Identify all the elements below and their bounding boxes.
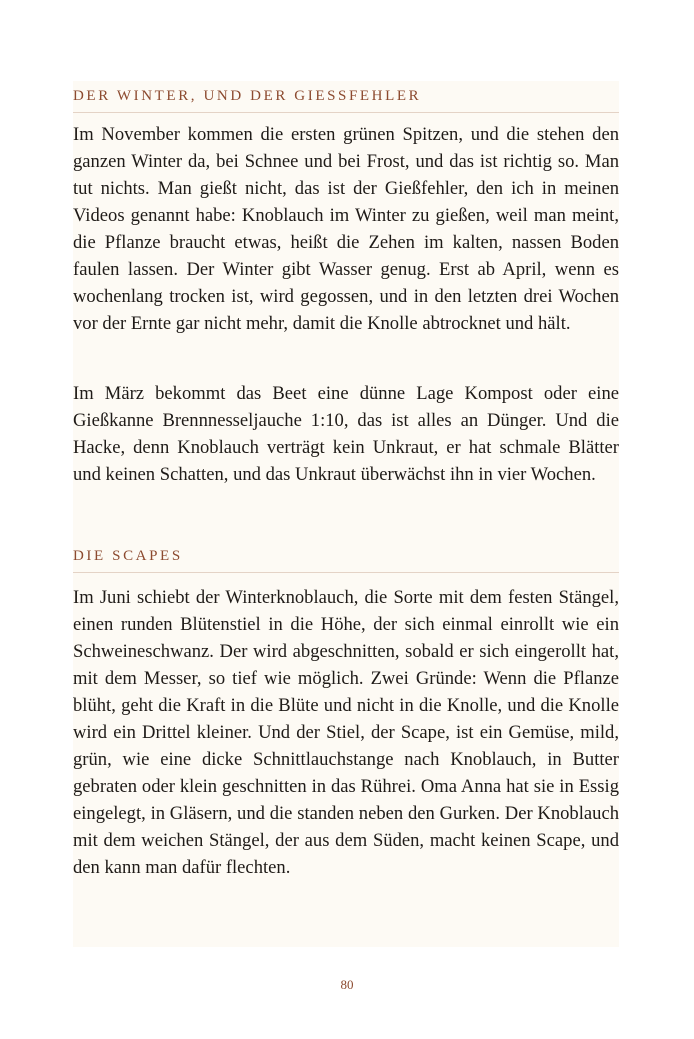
section-divider (73, 572, 619, 573)
page-number: 80 (340, 977, 354, 992)
paragraph-scapes: Im Juni schiebt der Winterknoblauch, die Sorte mit dem festen Stängel, einen runden Blütenstiel in die Höhe, der sich einmal einrollt wie ein Schweineschwanz. Der wird abgeschnitten, sobald er sich eingerollt hat, mit dem Messer, so tief wie möglich. Zwei Gründe: Wenn die Pflanze blüht, geht die Kraft in die Blüte und nicht in die Knolle, und die Knolle wird ein Drittel kleiner. Und der Stiel, der Scape, ist ein Gemüse, mild, grün, wie eine dicke Schnittlauchstange nach Knoblauch, in Butter gebraten oder klein geschnitten in das Rührei. Oma Anna hat sie in Essig eingelegt, in Gläsern, und die standen neben den Gurken. Der Knoblauch mit dem weichen Stängel, der aus dem Süden, macht keinen Scape, und den kann man dafür flechten. (73, 587, 619, 878)
section-divider (73, 112, 619, 113)
section-heading-winter: DER WINTER, UND DER GIESSFEHLER (73, 88, 422, 104)
section-heading-scapes: DIE SCAPES (73, 548, 183, 564)
paragraph-winter-watering: Im November kommen die ersten grünen Spitzen, und die stehen den ganzen Winter da, bei Schnee und bei Frost, und das ist richtig so. Man tut nichts. Man gießt nicht, das ist der Gießfehler, den ich in meinen Videos genannt habe: Knoblauch im Winter zu gießen, weil man meint, die Pflanze braucht etwas, heißt die Zehen im kalten, nassen Boden faulen lassen. Der Winter gibt Wasser genug. Erst ab April, wenn es wochenlang trocken ist, wird gegossen, und in den letzten drei Wochen vor der Ernte gar nicht mehr, damit die Knolle abtrocknet und hält. (73, 124, 619, 334)
paragraph-march-fertilizing: Im März bekommt das Beet eine dünne Lage Kompost oder eine Gießkanne Brennnesseljauche 1:10, das ist alles an Dünger. Und die Hacke, denn Knoblauch verträgt kein Unkraut, er hat schmale Blätter und keinen Schatten, und das Unkraut überwächst ihn in vier Wochen. (73, 383, 619, 485)
